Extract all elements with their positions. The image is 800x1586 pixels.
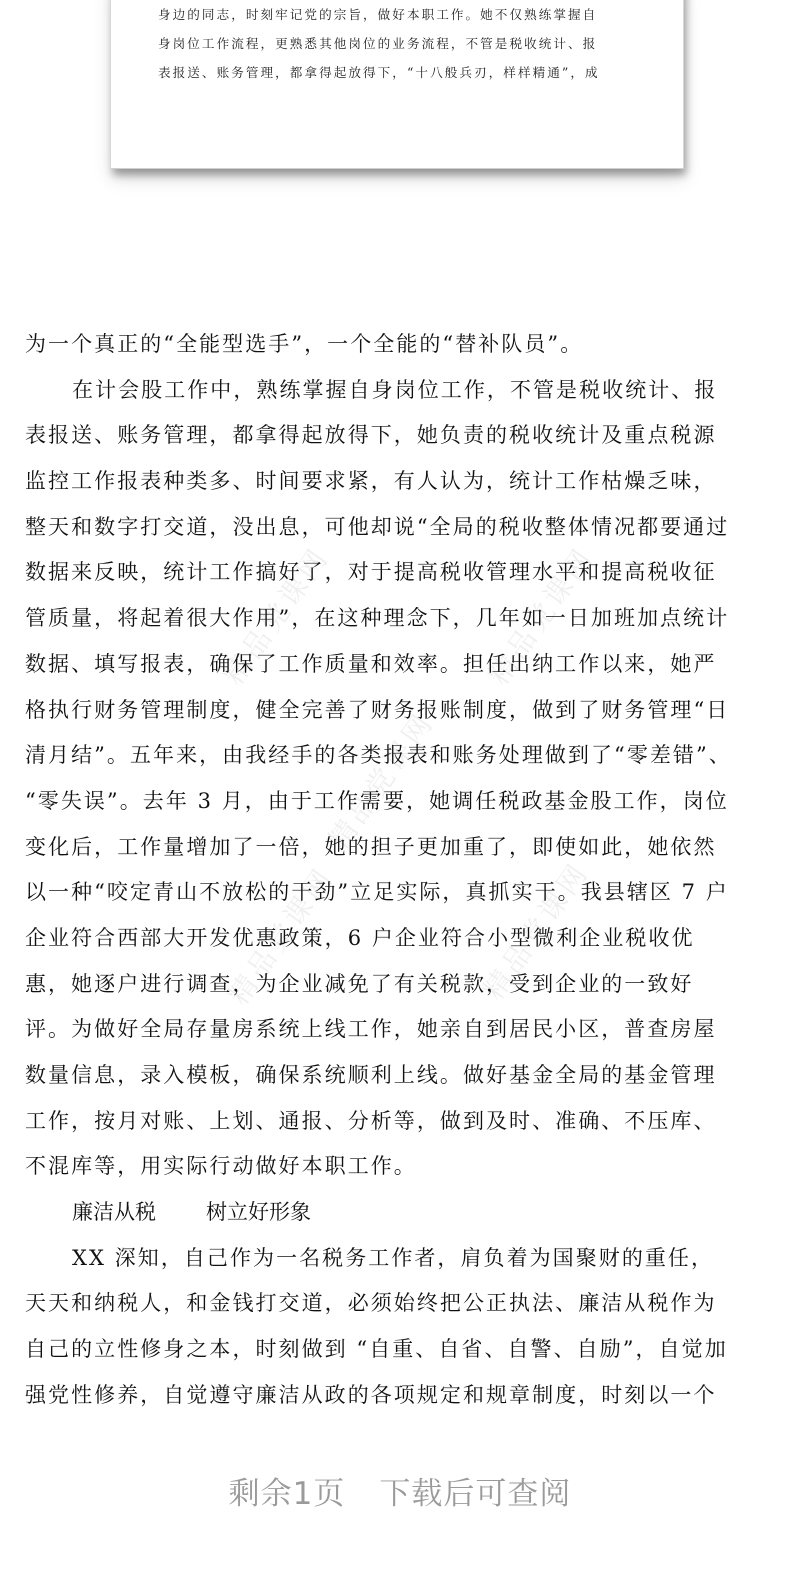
watermark: 精品党课网 [221, 860, 341, 1011]
paragraph-3 [25, 1236, 777, 1419]
watermark: 精品党课网 [321, 705, 441, 856]
text-line: 管质量，将起着很大作用”，在这种理念下，几年如一日加班加点统计 [25, 606, 730, 631]
text-line: 变化后，工作量增加了一倍，她的担子更加重了，即使如此，她依然 [25, 834, 717, 859]
watermark: 精品党课网 [476, 855, 596, 1006]
text-line: 表报送、账务管理，都拿得起放得下，她负责的税收统计及重点税源 [25, 423, 717, 448]
text-line: 清月结”。五年来，由我经手的各类报表和账务处理做到了“零差错”、 [25, 743, 732, 768]
download-hint: 下载后可查阅 [379, 1476, 572, 1512]
text-line: 工作，按月对账、上划、通报、分析等，做到及时、准确、不压库、 [25, 1108, 717, 1133]
card-line: 身岗位工作流程，更熟悉其他岗位的业务流程，不管是税收统计、报 [158, 36, 598, 51]
remaining-pages-notice[interactable] [0, 1468, 800, 1513]
section-heading [25, 1190, 777, 1236]
text-line: 为一个真正的“全能型选手”，一个全能的“替补队员”。 [25, 332, 584, 356]
paragraph-1 [25, 322, 777, 368]
card-line: 表报送、账务管理，都拿得起放得下，“十八般兵刃，样样精通”，成 [158, 65, 600, 80]
previous-page-text [158, 0, 638, 87]
watermark: 精品党课网 [216, 540, 336, 691]
text-line: “零失误”。去年 3 月，由于工作需要，她调任税政基金股工作，岗位 [25, 788, 729, 813]
card-line: 身边的同志，时刻牢记党的宗旨，做好本职工作。她不仅熟练掌握自 [158, 7, 598, 22]
document-body [25, 322, 777, 1419]
text-line: XX 深知，自己作为一名税务工作者，肩负着为国聚财的重任， [72, 1245, 715, 1270]
text-line: 企业符合西部大开发优惠政策，6 户企业符合小型微利企业税收优 [25, 925, 695, 950]
text-line: 数据、填写报表，确保了工作质量和效率。担任出纳工作以来，她严 [25, 651, 717, 676]
text-line: 不混库等，用实际行动做好本职工作。 [25, 1154, 417, 1179]
text-line: 监控工作报表种类多、时间要求紧，有人认为，统计工作枯燥乏味， [25, 469, 717, 494]
text-line: 自己的立性修身之本，时刻做到 “自重、自省、自警、自励”，自觉加 [25, 1337, 728, 1362]
watermark: 精品党课网 [481, 540, 601, 691]
text-line: 数量信息，录入模板，确保系统顺利上线。做好基金全局的基金管理 [25, 1063, 717, 1087]
section-heading-part-1: 廉洁从税 [72, 1200, 156, 1225]
previous-page-card [111, 0, 684, 169]
paragraph-2 [25, 368, 777, 1190]
text-line: 数据来反映，统计工作搞好了，对于提高税收管理水平和提高税收征 [25, 560, 717, 585]
remaining-pages-count: 剩余1页 [228, 1476, 346, 1512]
text-line: 惠，她逐户进行调查，为企业减免了有关税款，受到企业的一致好 [25, 971, 694, 996]
text-line: 在计会股工作中，熟练掌握自身岗位工作，不管是税收统计、报 [72, 377, 718, 402]
text-line: 格执行财务管理制度，健全完善了财务报账制度，做到了财务管理“日 [25, 697, 730, 722]
text-line: 评。为做好全局存量房系统上线工作，她亲自到居民小区，普查房屋 [25, 1017, 717, 1042]
section-heading-part-2: 树立好形象 [206, 1200, 311, 1225]
text-line: 整天和数字打交道，没出息，可他却说“全局的税收整体情况都要通过 [25, 514, 730, 539]
text-line: 以一种“咬定青山不放松的干劲”立足实际，真抓实干。我县辖区 7 户 [25, 880, 729, 905]
text-line: 天天和纳税人，和金钱打交道，必须始终把公正执法、廉洁从税作为 [25, 1291, 717, 1316]
text-line: 强党性修养，自觉遵守廉洁从政的各项规定和规章制度，时刻以一个 [25, 1382, 717, 1407]
